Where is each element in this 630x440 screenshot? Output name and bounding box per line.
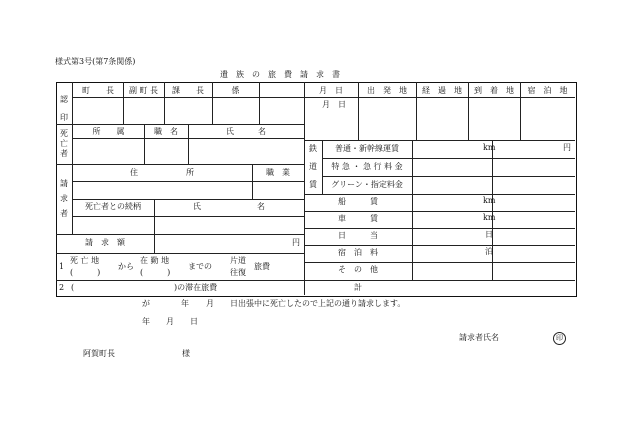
until-label: までの: [188, 262, 212, 271]
duty-place-paren: ( ): [140, 268, 171, 277]
approval-header-line: [72, 97, 304, 98]
grid-line: [492, 140, 493, 280]
grid-line: [304, 280, 575, 281]
header-affiliation: 所 属: [92, 127, 125, 136]
center-divider: [304, 82, 305, 295]
grid-line: [154, 234, 155, 253]
claimant-label: 請求者: [60, 179, 68, 218]
header-transit: 経 過 地: [422, 86, 462, 95]
claimant-name-label: 氏 名: [193, 202, 265, 211]
honorific: 様: [182, 349, 190, 358]
addressee: 阿賀町長: [83, 349, 115, 358]
grid-line: [56, 253, 304, 254]
label-column-line: [72, 82, 73, 234]
travel-expense-label: 旅費: [254, 262, 270, 271]
unit-km: km: [483, 143, 496, 152]
amount-yen: 円: [292, 238, 300, 247]
grid-line: [304, 262, 575, 263]
amount-label: 請 求 額: [85, 238, 125, 247]
rail-label-1: 鉄: [309, 144, 317, 153]
grid-line: [304, 140, 575, 141]
unit-km: km: [483, 196, 496, 205]
decl-year: 年: [181, 299, 189, 308]
from-label: から: [118, 262, 134, 271]
header-lodging: 宿 泊 地: [527, 86, 568, 95]
unit-day: 日: [485, 230, 493, 239]
row1-number: 1: [59, 262, 65, 271]
grid-line: [56, 280, 304, 281]
header-arrival: 到 着 地: [474, 86, 514, 95]
grid-line: [72, 199, 304, 200]
grid-line: [259, 82, 260, 124]
grid-line: [304, 97, 575, 98]
month-day-entry: 月 日: [322, 100, 346, 109]
grid-line: [322, 158, 575, 159]
date-day: 日: [190, 317, 198, 326]
header-mayor: 町 長: [82, 86, 114, 95]
decl-month: 月: [206, 299, 214, 308]
daily-allowance: 日 当: [338, 231, 378, 240]
fare-green: グリーン・指定料金: [331, 180, 403, 189]
decl-ga: が: [142, 299, 150, 308]
lodging-fee: 宿 泊 料: [338, 248, 378, 257]
other-expense: そ の 他: [338, 265, 378, 274]
grid-line: [56, 164, 304, 165]
page-title: 遺 族 の 旅 費 請 求 書: [220, 70, 340, 79]
death-place-paren: ( ): [70, 268, 101, 277]
ship-fare: 船 賃: [338, 197, 378, 206]
roundtrip-label: 往復: [230, 268, 246, 277]
row2-open-paren: (: [71, 283, 75, 292]
occupation-label: 職 業: [266, 168, 290, 177]
deceased-label: 死亡者: [60, 129, 68, 158]
header-staff: 係: [231, 86, 240, 95]
grid-line: [72, 216, 304, 217]
header-section-chief: 課 長: [172, 86, 204, 95]
date-month: 月: [166, 317, 174, 326]
relation-label: 死亡者との続柄: [85, 202, 141, 211]
grid-line: [72, 181, 304, 182]
claimant-signature-label: 請求者氏名: [459, 333, 499, 342]
fare-regular: 普通・新幹線運賃: [335, 144, 399, 153]
decl-statement: 日出張中に死亡したので上記の通り請求します。: [230, 299, 406, 308]
unit-night: 泊: [485, 247, 493, 256]
form-frame: [56, 82, 577, 297]
unit-yen: 円: [563, 143, 571, 152]
grid-line: [304, 211, 575, 212]
car-fare: 車 賃: [338, 214, 378, 223]
death-place-label: 死 亡 地: [70, 256, 100, 265]
header-departure: 出 発 地: [367, 86, 407, 95]
rail-label-3: 賃: [309, 180, 317, 189]
grid-line: [304, 245, 575, 246]
header-position: 職 名: [154, 127, 178, 136]
duty-place-label: 在 勤 地: [140, 256, 170, 265]
header-deputy-mayor: 副 町 長: [128, 86, 159, 95]
unit-km: km: [483, 213, 496, 222]
row2-number: 2: [59, 283, 65, 292]
header-name: 氏 名: [226, 127, 266, 136]
form-number: 様式第3号(第7条関係): [55, 57, 136, 66]
stay-expense-label: )の滞在旅費: [174, 283, 218, 292]
date-year: 年: [142, 317, 150, 326]
grid-line: [56, 234, 304, 235]
seal-icon: 印: [553, 332, 566, 345]
approval-label: 認印: [60, 95, 68, 122]
oneway-label: 片道: [230, 256, 246, 265]
grid-line: [304, 228, 575, 229]
total: 計: [354, 283, 362, 292]
rail-label-2: 道: [309, 162, 317, 171]
grid-line: [322, 176, 575, 177]
grid-line: [304, 194, 575, 195]
header-month-day: 月 日: [319, 86, 343, 95]
grid-line: [56, 124, 304, 125]
address-label: 住 所: [130, 168, 194, 177]
grid-line: [412, 140, 413, 280]
fare-express: 特 急 ・ 急 行 料 金: [331, 162, 403, 171]
